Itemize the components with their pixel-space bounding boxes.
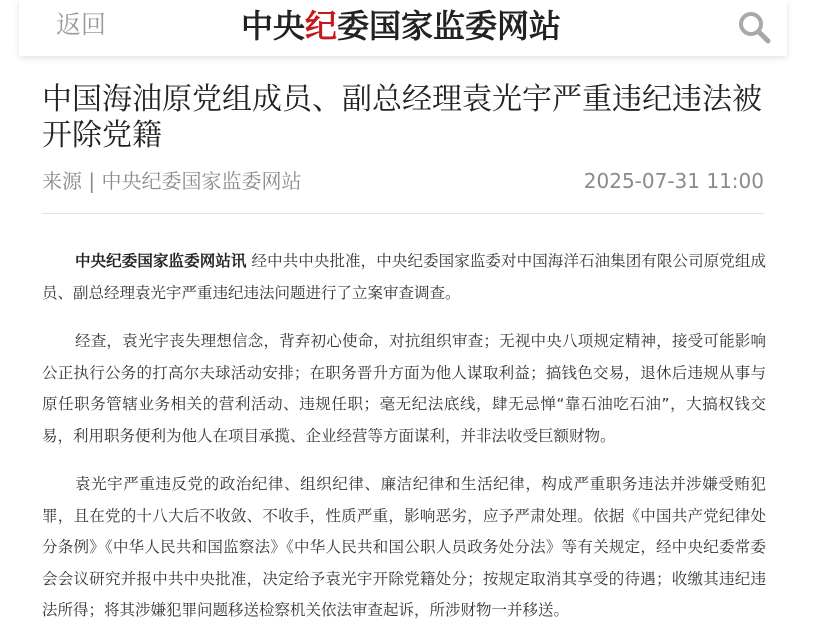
search-icon [737, 10, 773, 46]
logo-text-part1: 中央 [241, 7, 306, 45]
article-meta [42, 166, 764, 200]
site-logo[interactable] [241, 6, 561, 46]
back-link[interactable]: 返回 [56, 10, 107, 39]
search-button[interactable] [737, 10, 773, 46]
article-body [42, 246, 766, 643]
logo-text-part2: 委国家监委网站 [337, 7, 562, 45]
article-date: 2025-07-31 11:00 [583, 169, 764, 193]
article-paragraph: 经查，袁光宇丧失理想信念，背弃初心使命，对抗组织审查；无视中央八项规定精神，接受可能影响公正执行公务的打高尔夫球活动安排；在职务晋升方面为他人谋取利益；搞钱色交易，退休后违规从事与原任职务管辖业务相关的营利活动、违规任职；毫无纪法底线，肆无忌惮“靠石油吃石油”，大搞权钱交易，利用职务便利为他人在项目承揽、企业经营等方面谋利，并非法收受巨额财物。 [42, 332, 766, 445]
divider [42, 213, 764, 214]
paragraph-text: 经中共中央批准，中央纪委国家监委对中国海洋石油集团有限公司原党组成员、副总经理袁光宇严重违纪违法问题进行了立案审查调查。 [42, 252, 766, 302]
top-navigation-bar [19, 0, 787, 56]
article-source: 来源 | 中央纪委国家监委网站 [42, 169, 302, 193]
article-title: 中国海油原党组成员、副总经理袁光宇严重违纪违法被开除党籍 [42, 82, 762, 153]
lead-source: 中央纪委国家监委网站讯 [75, 252, 247, 270]
article-paragraph: 袁光宇严重违反党的政治纪律、组织纪律、廉洁纪律和生活纪律，构成严重职务违法并涉嫌受贿犯罪，且在党的十八大后不收敛、不收手，性质严重，影响恶劣，应予严肃处理。依据《中国共产党纪律处分条例》《中华人民共和国监察法》《中华人民共和国公职人员政务处分法》等有关规定，经中央纪委常委会会议研究并报中共中央批准，决定给予袁光宇开除党籍处分；按规定取消其享受的待遇；收缴其违纪违法所得；将其涉嫌犯罪问题移送检察机关依法审查起诉，所涉财物一并移送。 [42, 475, 766, 619]
article-paragraph [42, 246, 766, 309]
logo-text-accent: 纪 [305, 7, 338, 45]
